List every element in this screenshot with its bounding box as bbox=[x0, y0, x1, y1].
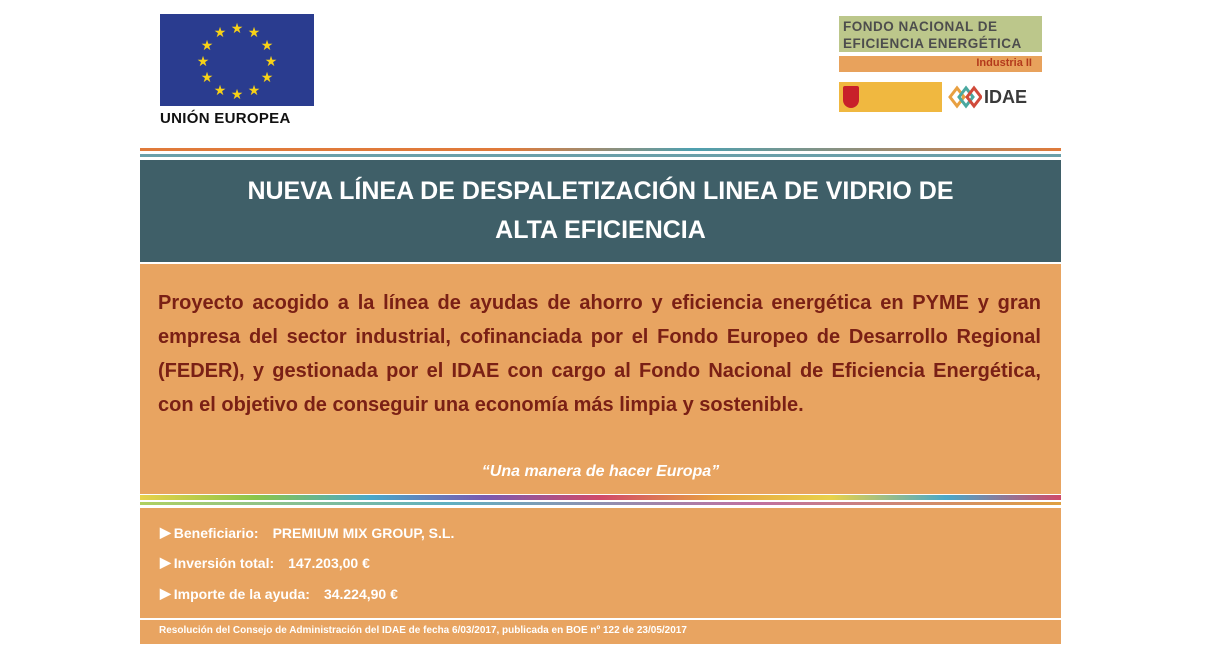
title-line2: ALTA EFICIENCIA bbox=[495, 216, 706, 244]
arrow-right-icon: ▶ bbox=[160, 524, 171, 540]
title-line1: NUEVA LÍNEA DE DESPALETIZACIÓN LINEA DE VIDRIO DE bbox=[247, 177, 954, 205]
importe-value: 34.224,90 € bbox=[323, 585, 398, 602]
fondo-title-line1: FONDO NACIONAL DE bbox=[843, 19, 998, 34]
fondo-logo bbox=[839, 16, 1042, 114]
info-band bbox=[140, 508, 1061, 618]
coat-of-arms-icon bbox=[843, 86, 859, 108]
page-title bbox=[221, 172, 981, 250]
fondo-subtitle: Industria II bbox=[839, 56, 1042, 72]
importe-row bbox=[160, 585, 398, 602]
eu-flag bbox=[160, 14, 314, 106]
eu-logo bbox=[160, 14, 316, 127]
beneficiario-value: PREMIUM MIX GROUP, S.L. bbox=[272, 524, 455, 541]
star-icon: ★ bbox=[230, 87, 244, 103]
importe-label: Importe de la ayuda: bbox=[173, 585, 310, 602]
project-description: Proyecto acogido a la línea de ayudas de ahorro y eficiencia energética en PYME y gran empresa del sector industrial, cofinanciada por el Fondo Europeo de Desarrollo Regional (FEDER), y gestionada por el IDAE con cargo al Fondo Nacional de Eficiencia Energética, con el objetivo de conseguir una economía más limpia y sostenible. bbox=[158, 292, 1041, 416]
decorative-stripe bbox=[140, 154, 1061, 157]
arrow-right-icon: ▶ bbox=[160, 554, 171, 570]
inversion-value: 147.203,00 € bbox=[288, 554, 370, 571]
fondo-bottom-logos bbox=[839, 80, 1042, 114]
star-icon: ★ bbox=[213, 25, 227, 41]
idae-text: IDAE bbox=[984, 86, 1028, 107]
star-icon: ★ bbox=[247, 83, 261, 99]
star-icon: ★ bbox=[200, 70, 214, 86]
fondo-title bbox=[839, 16, 1042, 52]
star-icon: ★ bbox=[260, 38, 274, 54]
inversion-label: Inversión total: bbox=[173, 554, 275, 571]
star-icon: ★ bbox=[247, 25, 261, 41]
star-icon: ★ bbox=[196, 54, 210, 70]
star-icon: ★ bbox=[260, 70, 274, 86]
body-band bbox=[140, 264, 1061, 494]
rainbow-stripe bbox=[140, 495, 1061, 500]
title-band bbox=[140, 160, 1061, 262]
inversion-row bbox=[160, 554, 370, 571]
idae-logo bbox=[948, 84, 1027, 110]
rainbow-stripe bbox=[140, 502, 1061, 505]
gobierno-logo bbox=[839, 82, 942, 112]
star-icon: ★ bbox=[200, 38, 214, 54]
eu-logo-text: UNIÓN EUROPEA bbox=[160, 110, 291, 127]
star-icon: ★ bbox=[213, 83, 227, 99]
beneficiario-row bbox=[160, 524, 454, 541]
fondo-title-line2: EFICIENCIA ENERGÉTICA bbox=[843, 36, 1022, 51]
star-icon: ★ bbox=[230, 21, 244, 37]
motto: “Una manera de hacer Europa” bbox=[481, 463, 720, 480]
resolution-text: Resolución del Consejo de Administración del IDAE de fecha 6/03/2017, publicada en BOE nº 122 de 23/05/2017 bbox=[159, 625, 687, 636]
star-icon: ★ bbox=[264, 54, 278, 70]
arrow-right-icon: ▶ bbox=[160, 585, 171, 601]
footer-band bbox=[140, 620, 1061, 644]
idae-mark-icon bbox=[948, 84, 982, 110]
beneficiario-label: Beneficiario: bbox=[173, 524, 259, 541]
decorative-stripe bbox=[140, 148, 1061, 151]
